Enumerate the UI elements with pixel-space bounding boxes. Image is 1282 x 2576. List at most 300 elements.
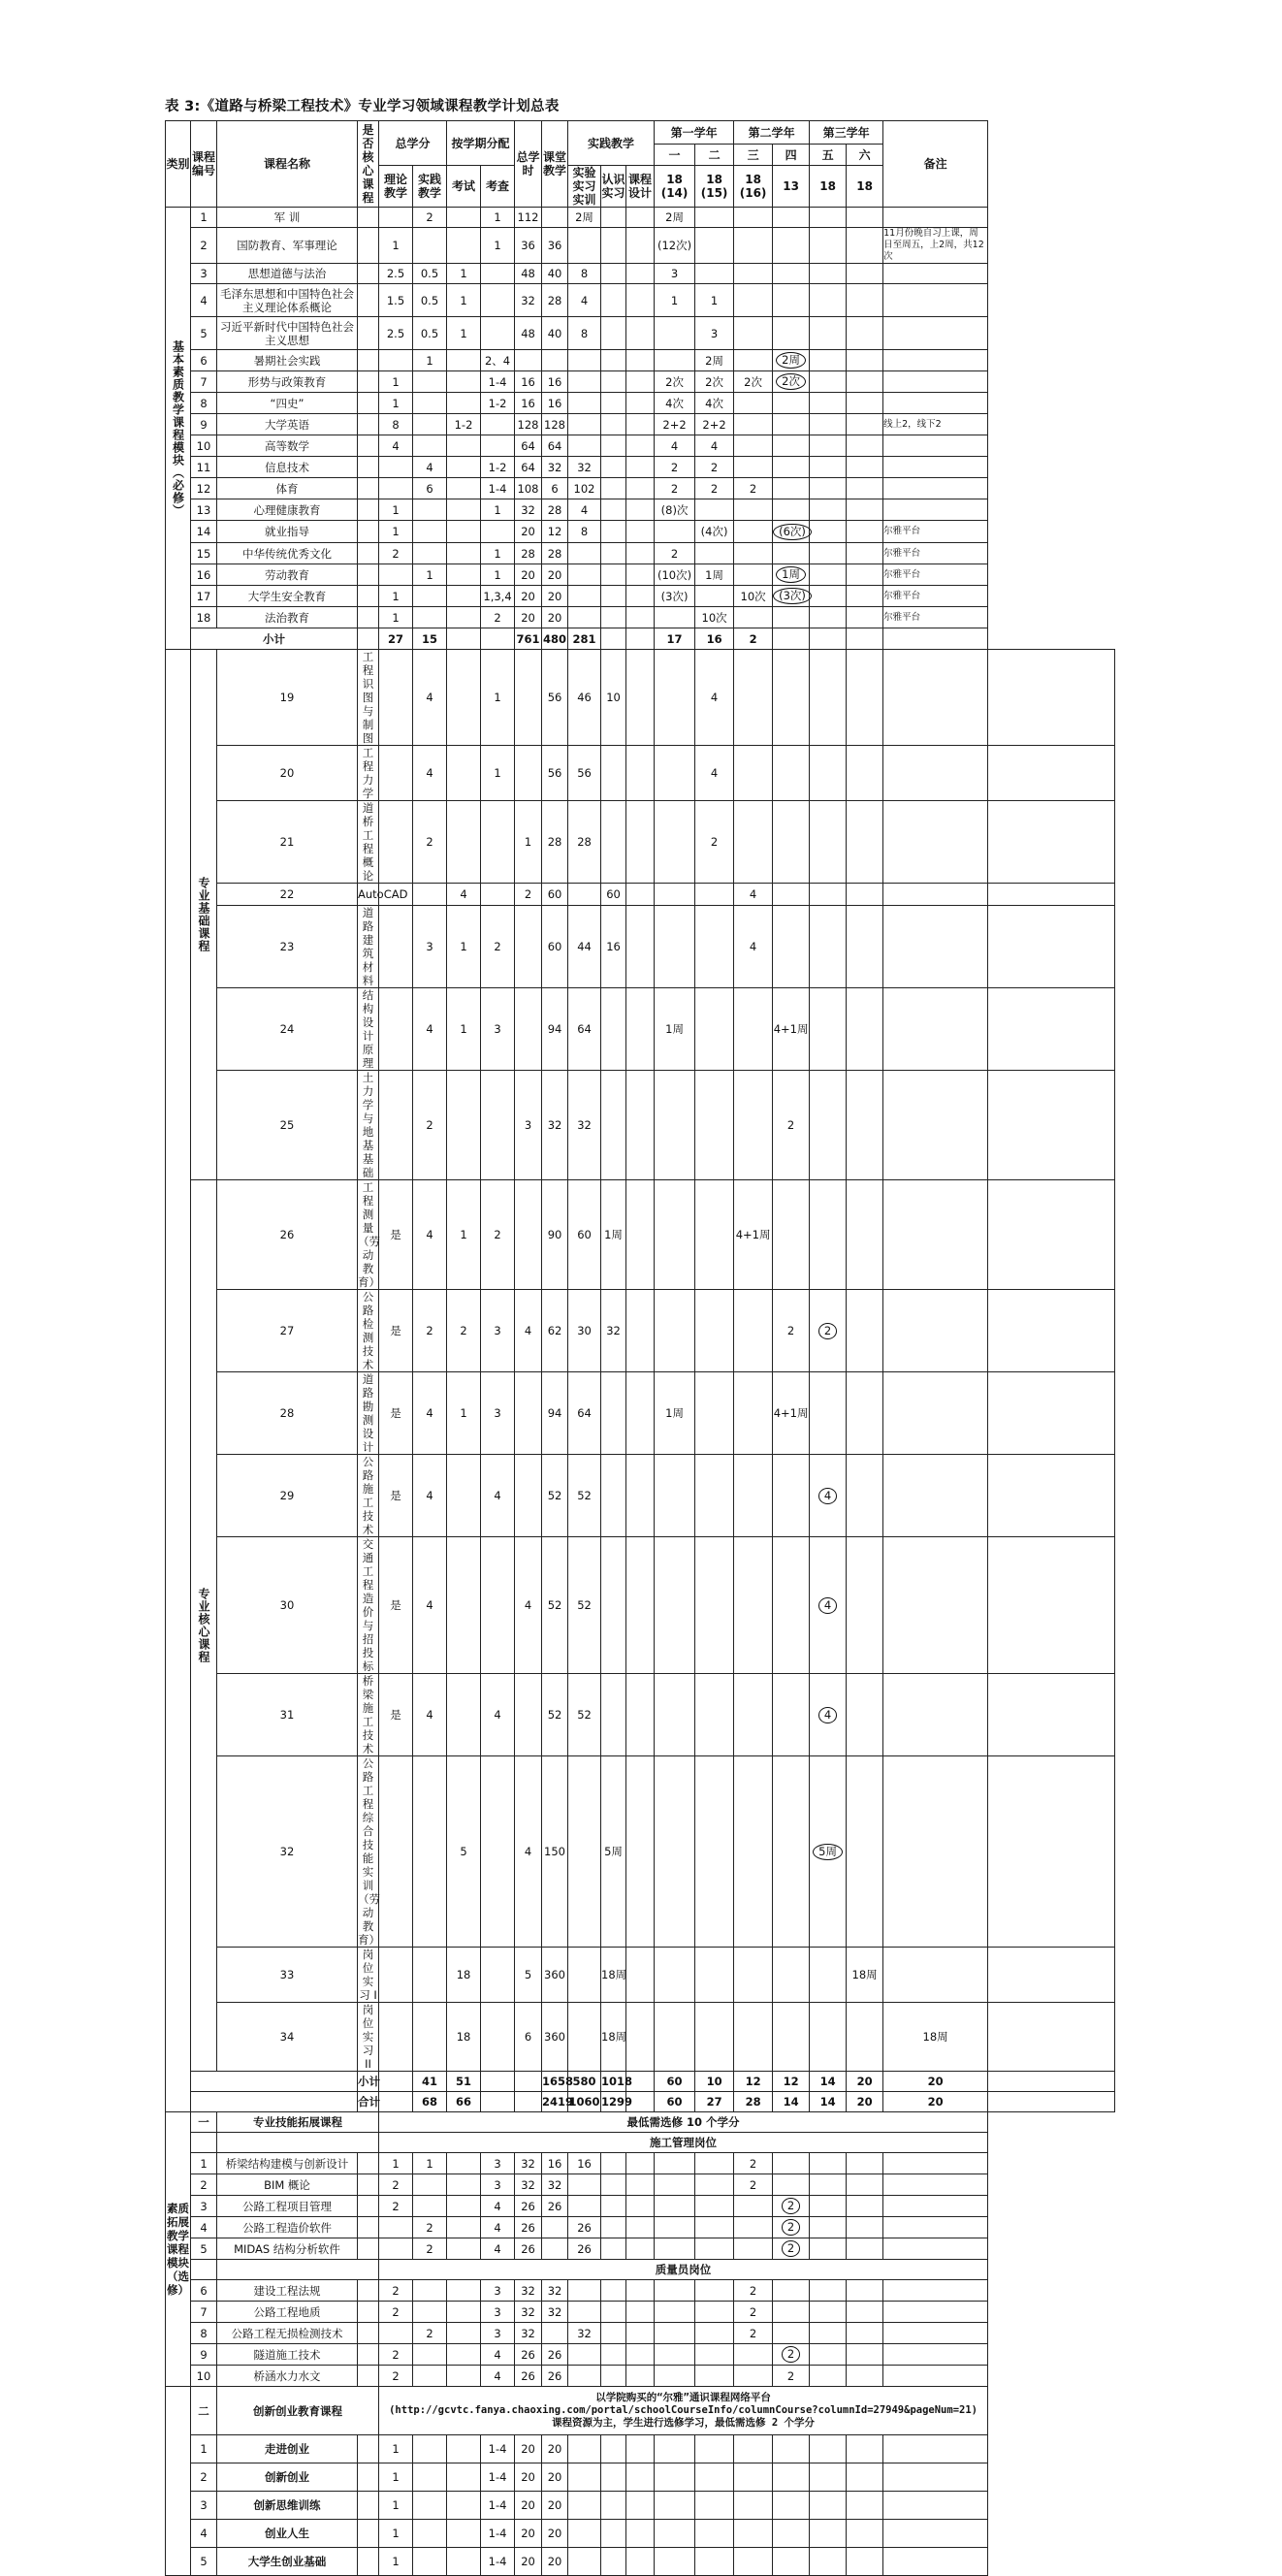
core-flag bbox=[358, 264, 379, 284]
value-ex bbox=[447, 478, 481, 499]
semester-hours: 2次 bbox=[695, 371, 734, 393]
value-tot: 52 bbox=[542, 1674, 568, 1756]
semester-hours bbox=[883, 1948, 988, 2003]
semester-hours: 4 bbox=[695, 746, 734, 801]
value-pr bbox=[413, 586, 447, 607]
value-th bbox=[379, 457, 413, 478]
value-ck: 1 bbox=[481, 564, 515, 586]
semester-hours bbox=[847, 586, 883, 607]
course-name: 走进创业 bbox=[217, 2435, 358, 2463]
table-cell bbox=[601, 2463, 626, 2492]
course-name: 就业指导 bbox=[217, 521, 358, 543]
course-name: 公路施工技术 bbox=[358, 1455, 379, 1537]
table-cell bbox=[568, 2174, 601, 2196]
semester-hours bbox=[810, 586, 847, 607]
table-cell bbox=[568, 2520, 601, 2548]
value-pr: 0.5 bbox=[413, 284, 447, 317]
header-weeks: 18 (15) bbox=[695, 166, 734, 208]
table-cell bbox=[626, 2196, 655, 2217]
value-tot: 32 bbox=[515, 499, 542, 521]
semester-hours: (12次) bbox=[655, 228, 695, 264]
table-cell bbox=[734, 2344, 773, 2366]
course-name: 体育 bbox=[217, 478, 358, 499]
table-cell bbox=[655, 2174, 695, 2196]
value-cls: 20 bbox=[542, 564, 568, 586]
course-row bbox=[166, 607, 1115, 628]
table-cell: 3 bbox=[481, 2302, 515, 2323]
table-cell: 2 bbox=[191, 2463, 217, 2492]
table-cell bbox=[413, 2174, 447, 2196]
value-cls: 20 bbox=[542, 607, 568, 628]
value-ex bbox=[447, 564, 481, 586]
value-lab bbox=[601, 1455, 626, 1537]
table-cell bbox=[883, 2548, 988, 2576]
value-lab bbox=[568, 543, 601, 564]
course-no: 23 bbox=[217, 906, 358, 988]
value-cog bbox=[601, 317, 626, 350]
core-flag bbox=[379, 2003, 413, 2072]
value-pr bbox=[413, 414, 447, 435]
semester-hours: 2 bbox=[655, 457, 695, 478]
semester-hours: 2 bbox=[695, 457, 734, 478]
table-cell: 2 bbox=[734, 2153, 773, 2174]
semester-hours: 4+1周 bbox=[773, 1372, 810, 1455]
table-cell bbox=[413, 2302, 447, 2323]
table-cell bbox=[810, 2238, 847, 2260]
course-no: 16 bbox=[191, 564, 217, 586]
value-lab bbox=[568, 586, 601, 607]
value-cls: 46 bbox=[568, 650, 601, 746]
table-cell: 1 bbox=[379, 2548, 413, 2576]
table-cell bbox=[810, 2548, 847, 2576]
course-no: 7 bbox=[191, 371, 217, 393]
value-tot bbox=[515, 350, 542, 371]
semester-hours bbox=[810, 1290, 847, 1372]
value-cls bbox=[542, 350, 568, 371]
table-cell: 1 bbox=[379, 2520, 413, 2548]
value-ex bbox=[447, 457, 481, 478]
value-lab bbox=[601, 801, 626, 884]
value-des: 1周 bbox=[655, 1372, 695, 1455]
table-cell bbox=[847, 2492, 883, 2520]
table-cell bbox=[379, 2323, 413, 2344]
table-cell bbox=[379, 2217, 413, 2238]
value-ex: 1 bbox=[481, 650, 515, 746]
table-cell bbox=[810, 2217, 847, 2238]
value-th: 4 bbox=[413, 1372, 447, 1455]
semester-hours bbox=[773, 457, 810, 478]
header-total-hours: 总学时 bbox=[515, 121, 542, 208]
value-cls: 32 bbox=[568, 1071, 601, 1180]
course-name: 心理健康教育 bbox=[217, 499, 358, 521]
table-cell: 4 bbox=[191, 2217, 217, 2238]
remark bbox=[883, 478, 988, 499]
table-cell bbox=[734, 2548, 773, 2576]
table-cell bbox=[810, 2366, 847, 2387]
table-cell: 20 bbox=[542, 2435, 568, 2463]
semester-hours bbox=[810, 371, 847, 393]
value-pr bbox=[413, 521, 447, 543]
table-cell bbox=[810, 2492, 847, 2520]
semester-hours bbox=[810, 284, 847, 317]
table-cell bbox=[447, 2463, 481, 2492]
course-row bbox=[166, 1455, 1115, 1537]
table-cell bbox=[883, 2366, 988, 2387]
table-cell: 2 bbox=[734, 2280, 773, 2302]
table-cell: 2 bbox=[379, 2280, 413, 2302]
table-cell bbox=[883, 2196, 988, 2217]
value-cls bbox=[568, 2003, 601, 2072]
table-cell bbox=[601, 2238, 626, 2260]
value-lab: 4 bbox=[568, 499, 601, 521]
semester-hours bbox=[847, 2003, 883, 2072]
remark bbox=[988, 1071, 1115, 1180]
header-category: 类别 bbox=[166, 121, 191, 208]
semester-hours bbox=[847, 264, 883, 284]
value-ex: 4 bbox=[481, 1674, 515, 1756]
semester-hours bbox=[734, 208, 773, 228]
course-name: 大学生安全教育 bbox=[217, 586, 358, 607]
semester-hours bbox=[810, 988, 847, 1071]
value-ex bbox=[481, 1756, 515, 1948]
table-cell bbox=[734, 2366, 773, 2387]
value-tot: 48 bbox=[515, 264, 542, 284]
semester-hours bbox=[734, 1756, 773, 1948]
table-cell bbox=[847, 2463, 883, 2492]
header-remarks: 备注 bbox=[883, 121, 988, 208]
course-name: AutoCAD bbox=[358, 884, 379, 906]
course-name: 军 训 bbox=[217, 208, 358, 228]
value-tot: 32 bbox=[515, 284, 542, 317]
value-th: 1 bbox=[379, 607, 413, 628]
table-cell bbox=[734, 2238, 773, 2260]
semester-hours bbox=[734, 988, 773, 1071]
semester-hours bbox=[695, 1674, 734, 1756]
core-flag bbox=[358, 521, 379, 543]
value-tot: 360 bbox=[542, 2003, 568, 2072]
value-tot: 64 bbox=[515, 457, 542, 478]
table-cell bbox=[655, 2520, 695, 2548]
semester-hours: 2周 bbox=[695, 350, 734, 371]
table-cell: 4 bbox=[481, 2217, 515, 2238]
value-th: 4 bbox=[379, 435, 413, 457]
value-pr: 0.5 bbox=[413, 264, 447, 284]
value-pr bbox=[447, 1674, 481, 1756]
circled-mark: (6次) bbox=[773, 524, 812, 540]
table-cell bbox=[601, 2344, 626, 2366]
course-no: 3 bbox=[191, 264, 217, 284]
remark bbox=[883, 393, 988, 414]
course-name: 道路建筑材料 bbox=[358, 906, 379, 988]
semester-hours bbox=[734, 393, 773, 414]
value-ex bbox=[447, 499, 481, 521]
value-th: 3 bbox=[413, 906, 447, 988]
table-title: 表 3:《道路与桥梁工程技术》专业学习领域课程教学计划总表 bbox=[165, 99, 560, 114]
value-cls: 56 bbox=[568, 746, 601, 801]
sub-core-label: 专业核心课程 bbox=[191, 1180, 217, 2072]
value-cls: 30 bbox=[568, 1290, 601, 1372]
table-cell bbox=[883, 2302, 988, 2323]
value-ck: 1 bbox=[515, 801, 542, 884]
semester-hours bbox=[810, 746, 847, 801]
course-no: 24 bbox=[217, 988, 358, 1071]
core-flag bbox=[379, 801, 413, 884]
core-flag bbox=[358, 457, 379, 478]
table-cell: 3 bbox=[191, 2196, 217, 2217]
table-cell bbox=[810, 2302, 847, 2323]
semester-hours bbox=[734, 414, 773, 435]
table-cell: 20 bbox=[542, 2520, 568, 2548]
table-cell bbox=[358, 2196, 379, 2217]
header-semester: 一 bbox=[655, 145, 695, 166]
value-tot: 16 bbox=[515, 393, 542, 414]
semester-hours: 2 bbox=[695, 801, 734, 884]
value-pr bbox=[413, 393, 447, 414]
table-cell bbox=[568, 2344, 601, 2366]
remark bbox=[988, 801, 1115, 884]
semester-hours bbox=[847, 208, 883, 228]
core-flag: 是 bbox=[379, 1372, 413, 1455]
value-tot: 90 bbox=[542, 1180, 568, 1290]
table-cell bbox=[773, 2323, 810, 2344]
course-no: 18 bbox=[191, 607, 217, 628]
course-row bbox=[166, 228, 1115, 264]
course-name: “四史” bbox=[217, 393, 358, 414]
value-ck bbox=[515, 1455, 542, 1537]
table-cell: 60 bbox=[655, 2092, 695, 2112]
header-course-no: 课程编号 bbox=[191, 121, 217, 208]
table-cell bbox=[695, 2238, 734, 2260]
table-cell: 6 bbox=[191, 2280, 217, 2302]
remark: 线上2，线下2 bbox=[883, 414, 988, 435]
value-des bbox=[626, 284, 655, 317]
table-cell bbox=[773, 2174, 810, 2196]
semester-hours bbox=[847, 1674, 883, 1756]
table-cell bbox=[447, 2548, 481, 2576]
value-des bbox=[655, 801, 695, 884]
table-cell bbox=[447, 628, 481, 650]
semester-hours bbox=[695, 906, 734, 988]
header-semester: 六 bbox=[847, 145, 883, 166]
table-cell bbox=[601, 628, 626, 650]
semester-hours bbox=[810, 317, 847, 350]
semester-hours bbox=[773, 228, 810, 264]
value-th: 2 bbox=[413, 801, 447, 884]
document-sheet bbox=[165, 93, 1115, 2576]
table-cell bbox=[810, 2280, 847, 2302]
value-ck bbox=[515, 906, 542, 988]
table-cell bbox=[358, 2366, 379, 2387]
table-cell bbox=[413, 2280, 447, 2302]
value-ex bbox=[447, 435, 481, 457]
course-name: 桥涵水力水文 bbox=[217, 2366, 358, 2387]
core-flag: 是 bbox=[379, 1455, 413, 1537]
value-des bbox=[626, 478, 655, 499]
semester-hours bbox=[773, 1455, 810, 1537]
remark bbox=[988, 746, 1115, 801]
table-cell bbox=[601, 2520, 626, 2548]
table-cell: 16 bbox=[695, 628, 734, 650]
value-ex: 2 bbox=[481, 1180, 515, 1290]
elective-row bbox=[166, 2492, 1115, 2520]
semester-hours: 1周 bbox=[695, 564, 734, 586]
core-flag bbox=[358, 317, 379, 350]
table-cell: 2 bbox=[379, 2302, 413, 2323]
value-tot: 52 bbox=[542, 1537, 568, 1674]
value-pr: 6 bbox=[413, 478, 447, 499]
remark bbox=[883, 457, 988, 478]
semester-hours bbox=[773, 435, 810, 457]
table-cell bbox=[413, 2492, 447, 2520]
table-cell bbox=[655, 2323, 695, 2344]
value-th: 2.5 bbox=[379, 317, 413, 350]
table-cell bbox=[847, 2344, 883, 2366]
table-cell bbox=[191, 2133, 217, 2153]
header-cognition: 认识实习 bbox=[601, 166, 626, 208]
value-ck: 4 bbox=[515, 1756, 542, 1948]
remark bbox=[988, 988, 1115, 1071]
course-row bbox=[166, 543, 1115, 564]
value-cog bbox=[626, 1455, 655, 1537]
core-flag bbox=[358, 586, 379, 607]
course-no: 34 bbox=[217, 2003, 358, 2072]
semester-hours bbox=[810, 350, 847, 371]
value-des bbox=[655, 884, 695, 906]
remark bbox=[988, 1674, 1115, 1756]
course-no: 11 bbox=[191, 457, 217, 478]
value-des bbox=[655, 746, 695, 801]
semester-hours bbox=[734, 1290, 773, 1372]
value-ex: 3 bbox=[481, 1290, 515, 1372]
core-flag bbox=[379, 988, 413, 1071]
value-ex bbox=[481, 884, 515, 906]
value-ck: 2 bbox=[481, 607, 515, 628]
remark bbox=[883, 371, 988, 393]
section-note: 以学院购买的“尔雅”通识课程网络平台 (http://gcvtc.fanya.chaoxing.com/portal/schoolCourseInfo/columnCourse?columnId=27949&pageNum=21) 课程资源为主，学生进行选修学习，最低需选修 2 个学分 bbox=[379, 2387, 988, 2435]
semester-hours bbox=[810, 1071, 847, 1180]
table-cell: 7 bbox=[191, 2302, 217, 2323]
table-cell bbox=[191, 2092, 358, 2112]
semester-hours bbox=[810, 1180, 847, 1290]
value-tot: 360 bbox=[542, 1948, 568, 2003]
elective-row bbox=[166, 2174, 1115, 2196]
elective-row bbox=[166, 2196, 1115, 2217]
table-cell bbox=[655, 2196, 695, 2217]
semester-hours bbox=[847, 1071, 883, 1180]
header-check: 考查 bbox=[481, 166, 515, 208]
value-cls: 28 bbox=[542, 499, 568, 521]
value-cog bbox=[601, 228, 626, 264]
value-cog bbox=[601, 264, 626, 284]
semester-hours bbox=[810, 521, 847, 543]
table-cell: 5 bbox=[191, 2548, 217, 2576]
circled-mark: 1周 bbox=[776, 566, 806, 583]
table-cell bbox=[655, 2302, 695, 2323]
circled-mark: 4 bbox=[818, 1597, 837, 1614]
semester-hours: 1 bbox=[655, 284, 695, 317]
value-ck: 3 bbox=[515, 1071, 542, 1180]
semester-hours: 4 bbox=[655, 435, 695, 457]
table-cell: 20 bbox=[515, 2435, 542, 2463]
value-th: 1 bbox=[379, 371, 413, 393]
semester-hours bbox=[734, 435, 773, 457]
table-cell: 27 bbox=[379, 628, 413, 650]
core-flag bbox=[358, 350, 379, 371]
value-ck: 4 bbox=[515, 1290, 542, 1372]
value-pr: 0.5 bbox=[413, 317, 447, 350]
semester-hours bbox=[847, 435, 883, 457]
semester-hours bbox=[734, 1537, 773, 1674]
circled-mark: 4 bbox=[818, 1707, 837, 1723]
table-cell bbox=[626, 2492, 655, 2520]
semester-hours bbox=[695, 1537, 734, 1674]
value-des bbox=[626, 228, 655, 264]
table-cell: 4 bbox=[481, 2366, 515, 2387]
table-cell bbox=[626, 2435, 655, 2463]
semester-hours bbox=[734, 1372, 773, 1455]
value-des bbox=[626, 414, 655, 435]
table-cell bbox=[358, 2174, 379, 2196]
table-cell bbox=[568, 2548, 601, 2576]
value-des bbox=[655, 650, 695, 746]
table-cell bbox=[601, 2302, 626, 2323]
course-name: 工程力学 bbox=[358, 746, 379, 801]
semester-hours: 4次 bbox=[655, 393, 695, 414]
elective-row bbox=[166, 2548, 1115, 2576]
course-row bbox=[166, 564, 1115, 586]
table-cell: 32 bbox=[542, 2302, 568, 2323]
semester-hours bbox=[773, 564, 810, 586]
course-row bbox=[166, 650, 1115, 746]
semester-hours bbox=[810, 414, 847, 435]
semester-hours bbox=[773, 414, 810, 435]
table-cell bbox=[568, 2366, 601, 2387]
semester-hours: 4 bbox=[734, 884, 773, 906]
value-cog bbox=[626, 2003, 655, 2072]
remark bbox=[988, 906, 1115, 988]
table-cell bbox=[358, 628, 379, 650]
semester-hours bbox=[655, 607, 695, 628]
semester-hours bbox=[734, 543, 773, 564]
semester-hours bbox=[734, 1071, 773, 1180]
table-cell bbox=[773, 2520, 810, 2548]
elective-row bbox=[166, 2435, 1115, 2463]
value-ck bbox=[515, 1674, 542, 1756]
course-name: 公路工程地质 bbox=[217, 2302, 358, 2323]
course-row bbox=[166, 317, 1115, 350]
value-lab bbox=[601, 1372, 626, 1455]
table-cell: 32 bbox=[542, 2174, 568, 2196]
value-des bbox=[655, 1071, 695, 1180]
table-cell bbox=[773, 2435, 810, 2463]
table-cell bbox=[358, 2344, 379, 2366]
remark bbox=[988, 1537, 1115, 1674]
header-credits: 总学分 bbox=[379, 121, 447, 166]
value-des bbox=[655, 906, 695, 988]
header-core: 是否核心课程 bbox=[358, 121, 379, 208]
section-row bbox=[166, 2387, 1115, 2435]
table-cell bbox=[358, 2435, 379, 2463]
table-cell bbox=[447, 2302, 481, 2323]
semester-hours bbox=[773, 1180, 810, 1290]
core-flag bbox=[358, 564, 379, 586]
remark: 11月份晚自习上课，周日至周五，上2周，共12次 bbox=[883, 228, 988, 264]
table-cell: 8 bbox=[191, 2323, 217, 2344]
semester-hours bbox=[734, 1674, 773, 1756]
course-no: 10 bbox=[191, 435, 217, 457]
semester-hours bbox=[883, 1537, 988, 1674]
course-name: 思想道德与法治 bbox=[217, 264, 358, 284]
